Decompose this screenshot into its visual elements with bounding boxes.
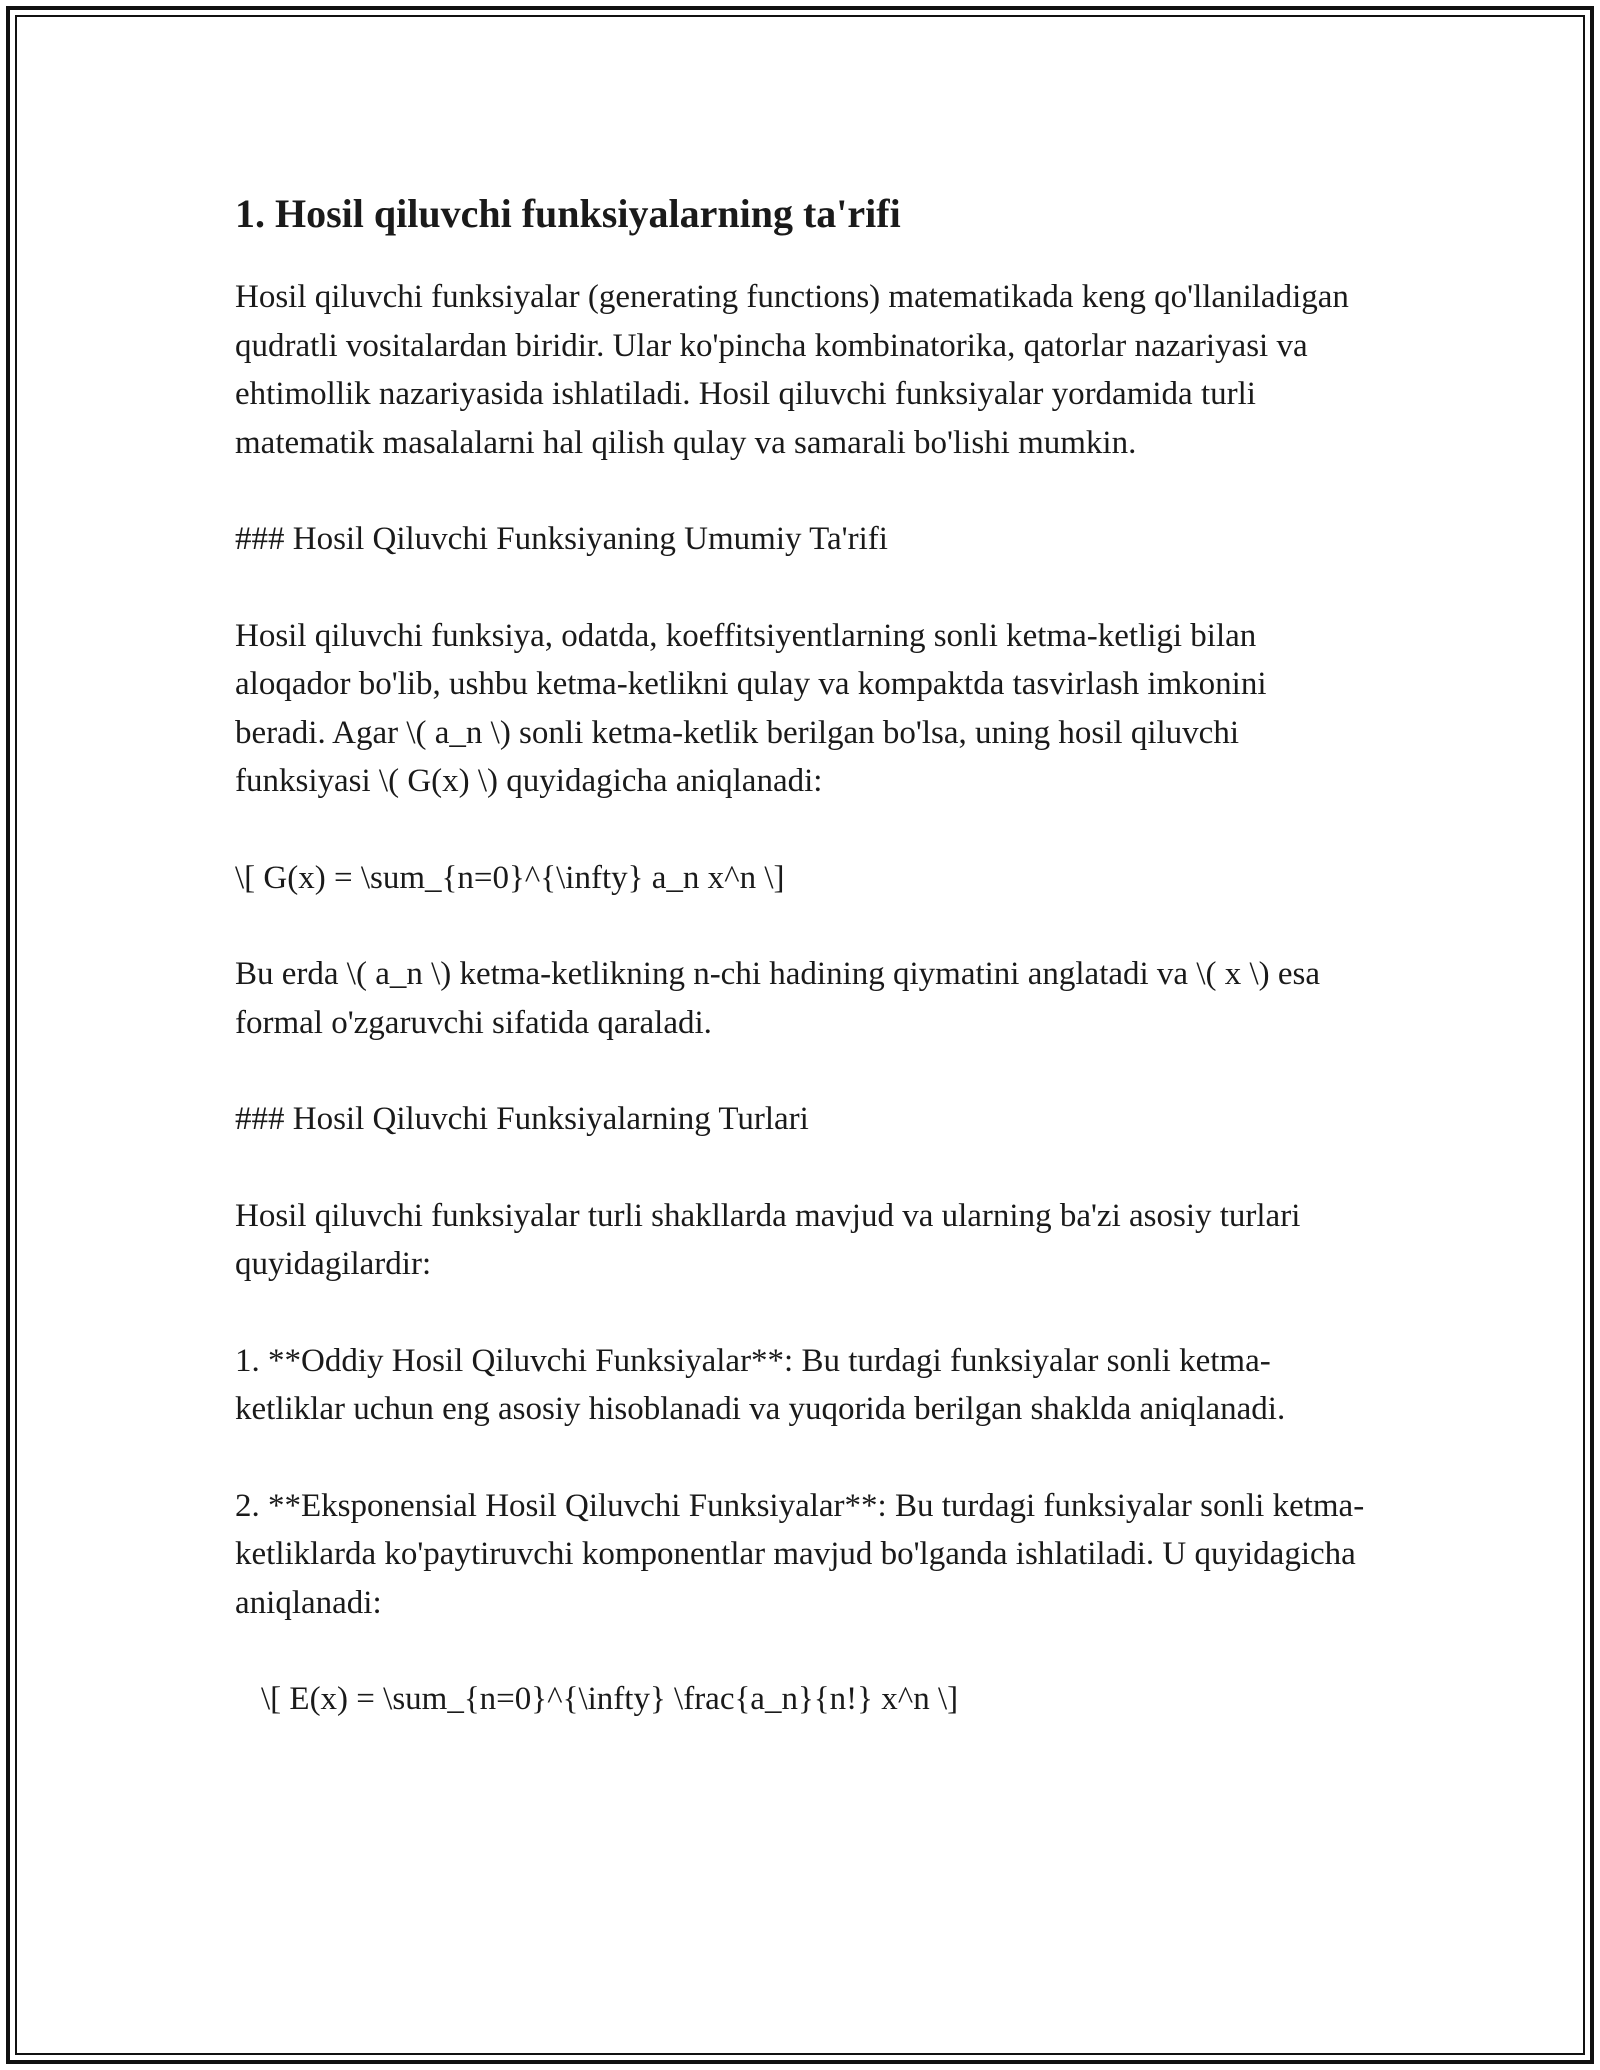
intro-paragraph: Hosil qiluvchi funksiyalar (generating functions) matematikada keng qo'llaniladigan qudratli vositalardan biridir. Ular ko'pincha kombinatorika, qatorlar nazariyasi va ehtimollik nazariyasida ishlatiladi. Hosil qiluvchi funksiyalar yordamida turli matematik masalalarni hal qilish qulay va samarali bo'lishi mumkin. (235, 279, 1349, 461)
formula-exponential-generating-function: \[ E(x) = \sum_{n=0}^{\infty} \frac{a_n}{n!} x^n \] (261, 1681, 959, 1717)
definition-paragraph: Hosil qiluvchi funksiya, odatda, koeffitsiyentlarning sonli ketma-ketligi bilan aloqador bo'lib, ushbu ketma-ketlikni qulay va kompaktda tasvirlash imkonini beradi. Agar \( a_n \) sonli ketma-ketlik berilgan bo'lsa, uning hosil qiluvchi funksiyasi \( G(x) \) quyidagicha aniqlanadi: (235, 617, 1267, 799)
list-item-exponential: 2. **Eksponensial Hosil Qiluvchi Funksiyalar**: Bu turdagi funksiyalar sonli ketma-ketliklarda ko'paytiruvchi komponentlar mavjud bo'lganda ishlatiladi. U quyidagicha aniqlanadi: (235, 1487, 1365, 1621)
list-item-ordinary: 1. **Oddiy Hosil Qiluvchi Funksiyalar**: Bu turdagi funksiyalar sonli ketma-ketliklar uchun eng asosiy hisoblanadi va yuqorida berilgan shaklda aniqlanadi. (235, 1342, 1286, 1427)
formula-ordinary-generating-function: \[ G(x) = \sum_{n=0}^{\infty} a_n x^n \] (235, 859, 785, 896)
explanation-paragraph: Bu erda \( a_n \) ketma-ketlikning n-chi hadining qiymatini anglatadi va \( x \) esa formal o'zgaruvchi sifatida qaraladi. (235, 956, 1321, 1041)
types-intro-paragraph: Hosil qiluvchi funksiyalar turli shakllarda mavjud va ularning ba'zi asosiy turlari quyidagilardir: (235, 1197, 1301, 1282)
document-body (235, 185, 1365, 1772)
section-heading-types: ### Hosil Qiluvchi Funksiyalarning Turlari (235, 1101, 809, 1137)
document-title: 1. Hosil qiluvchi funksiyalarning ta'rifi (235, 191, 901, 236)
section-heading-general-definition: ### Hosil Qiluvchi Funksiyaning Umumiy Ta'rifi (235, 521, 888, 557)
